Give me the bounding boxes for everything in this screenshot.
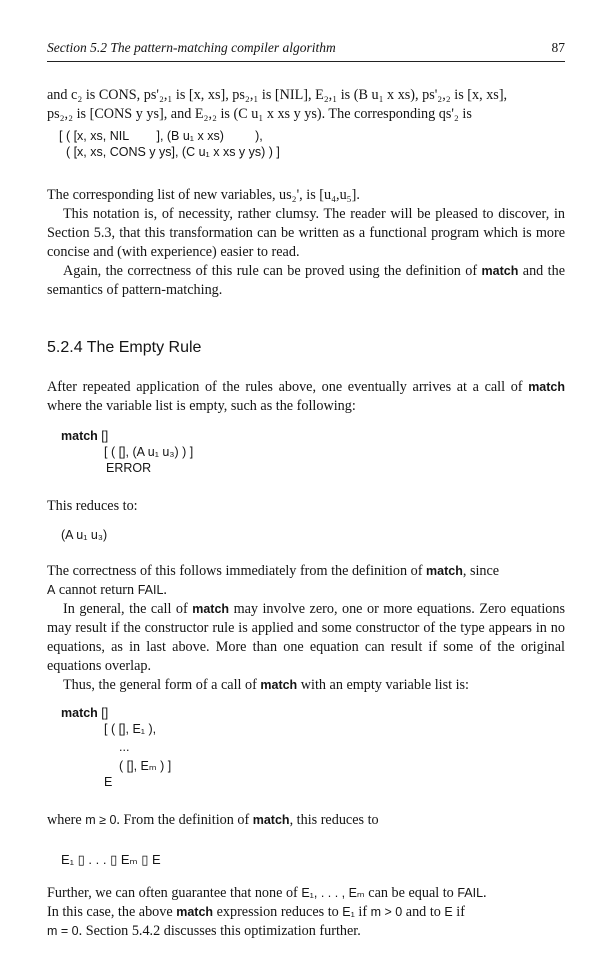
paragraph-10: where m ≥ 0. From the definition of match, this reduces to [47, 812, 379, 828]
keyword-match: match [176, 905, 214, 919]
keyword-match: match [481, 264, 519, 278]
paragraph-1 [47, 86, 565, 124]
paragraph-2: The corresponding list of new variables, us₂', is [u₄,u₅]. [47, 187, 360, 203]
paragraph-1-line-1: and c₂ is CONS, ps'₂,₁ is [x, xs], ps₂,₁ is [NIL], E₂,₁ is (B u₁ x xs), ps'₂,₂ is [x, xs], [47, 87, 508, 103]
paragraph-7-group [47, 562, 565, 695]
section-heading: 5.2.4 The Empty Rule [47, 339, 202, 356]
paragraph-8: In general, the call of match may involve zero, one or more equations. Zero equations may result if the constructor rule is applied and some constructor of the type appears in no equations, as in last above. More than one equation can result if some of the original equations overlap. [47, 601, 565, 674]
keyword-match: match [528, 380, 566, 394]
keyword-match: match [192, 602, 230, 616]
code-line: E [104, 775, 113, 789]
code-line: [ ( [x, xs, NIL ], (B u₁ x xs) ), [59, 129, 263, 143]
code-line: [ ( [], E₁ ), [104, 722, 157, 736]
paragraph-9: Thus, the general form of a call of match with an empty variable list is: [63, 677, 469, 693]
code-ellipsis: ... [119, 740, 130, 754]
paragraph-11: Further, we can often guarantee that none of E₁, . . . , Eₘ can be equal to FAIL. In this case, the above match expression reduces to E₁ if m > 0 and to E if m = 0. Section 5.4.2 discusses this optimization further. [47, 885, 487, 939]
running-title: Section 5.2 The pattern-matching compiler algorithm [47, 40, 336, 55]
paragraph-6: This reduces to: [47, 498, 138, 514]
paragraph-1-line-2: ps₂,₂ is [CONS y ys], and E₂,₂ is (C u₁ x xs y ys). The corresponding qs'₂ is [47, 106, 472, 122]
code-reduced-result: (A u₁ u₃) [61, 528, 108, 542]
code-line: ( [], Eₘ ) ] [119, 759, 172, 773]
keyword-match: match [61, 706, 98, 720]
code-block-empty-match: match [] [ ( [], (A u₁ u₃) ) ] ERROR [61, 429, 194, 475]
code-fatbar-chain: E₁ ▯ . . . ▯ Eₘ ▯ E [61, 852, 161, 867]
paragraph-7: The correctness of this follows immediately from the definition of match, since A cannot return FAIL. [47, 563, 500, 598]
keyword-match: match [252, 813, 290, 827]
code-block-qs [59, 128, 280, 160]
keyword-match: match [61, 429, 98, 443]
page-number: 87 [551, 40, 565, 55]
code-line: ERROR [106, 461, 152, 475]
keyword-match: match [426, 564, 463, 578]
code-block-general-form: match [] [ ( [], E₁ ), ... ( [], Eₘ ) ] E [61, 706, 172, 789]
paragraph-3: This notation is, of necessity, rather clumsy. The reader will be pleased to discover, in Section 5.3, that this transformation can be written as a functional program which is more concise and (with experience) easier to read. [47, 206, 565, 260]
code-line: [ ( [], (A u₁ u₃) ) ] [104, 445, 194, 459]
paragraph-4: Again, the correctness of this rule can be proved using the definition of match and the semantics of pattern-matching. [47, 263, 565, 298]
header-rule [47, 61, 565, 62]
paragraph-2-group [47, 186, 565, 300]
running-header [47, 40, 565, 60]
keyword-match: match [260, 678, 298, 692]
code-line: ( [x, xs, CONS y ys], (C u₁ x xs y ys) ) ] [59, 145, 280, 159]
paragraph-5: After repeated application of the rules above, one eventually arrives at a call of match where the variable list is empty, such as the following: [47, 379, 566, 414]
